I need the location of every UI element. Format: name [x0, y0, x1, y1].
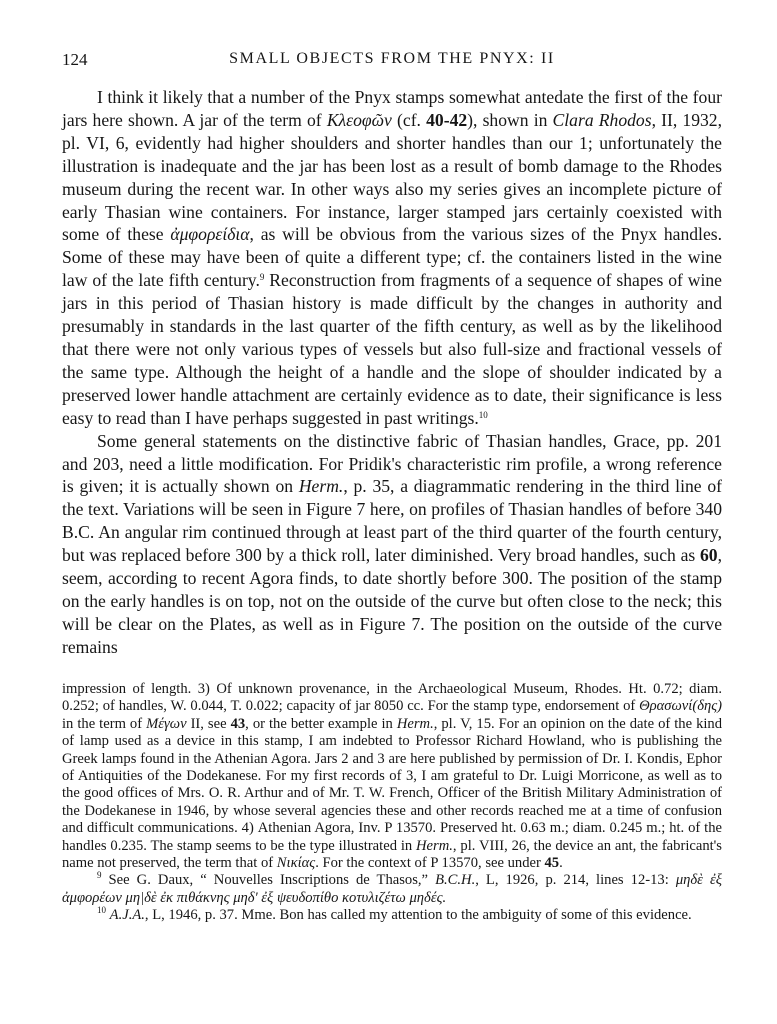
paragraph-2: [62, 430, 722, 659]
page-number: 124: [62, 50, 88, 69]
footnotes: [62, 681, 722, 925]
catalogue-ref: 60: [700, 545, 718, 566]
greek-term: Μέγων: [146, 715, 187, 732]
journal-title: Clara Rhodos: [552, 109, 652, 130]
text-run: , L, 1926, p. 214, lines 12-13:: [475, 872, 676, 889]
footnote-ref[interactable]: 9: [259, 272, 265, 283]
footnote-continuation: [62, 681, 722, 872]
text-run: , or the better example in: [245, 715, 397, 732]
text-run: .: [559, 855, 563, 872]
text-run: (cf.: [391, 109, 427, 130]
text-run: Reconstruction from fragments of a sequence of shapes of wine jars in this period of Thasian history is made difficult by the changes in authority and presumably in standards in the last quarter of the fifth century, as well as by the likelihood that there were not only various types of vessels but also full-size and fractional vessels of the same type. Although the height of a handle and the slope of shoulder indicated by a preserved lower handle attachment are certainly evidence as to date, their significance is less easy to read than I have perhaps suggested in past writings.: [62, 270, 722, 428]
text-run: , p. 35, a diagrammatic rendering in the third line of the text. Variations will be seen in Figure 7 here, on profiles of Thasian handles of before 340: [62, 476, 722, 520]
catalogue-ref: 45: [544, 855, 560, 872]
text-run: in the term of: [62, 715, 147, 732]
journal-title: Herm.: [396, 715, 434, 732]
journal-title: B.C.H.: [435, 872, 476, 889]
greek-quotation: μηδὲ ἐξ ἀμφορέων μη|δὲ ἐκ πιθάκνης μηδ' ἐξ ψευδοπίθο κοτυλιζέτω μηδές.: [62, 872, 722, 906]
text-run: . For the context of P 13570, see under: [315, 855, 545, 872]
text-run: , pl. VIII, 26, the device an ant, the fabricant's name not preserved, the term that of: [62, 837, 722, 872]
text-run: impression of length. 3) Of unknown provenance, in the Archaeological Museum, Rhodes. Ht. 0.72; diam. 0.252; of handles, W. 0.044, T. 0.022; capacity of jar 8050 cc. For the stamp type, endorsement of: [62, 681, 722, 715]
text-run: See G. Daux, “ Nouvelles Inscriptions de Thasos,”: [101, 872, 436, 889]
text-run: An angular rim continued through at least part of the third quarter of the fourth century, but was replaced before 300 by a thick roll, later diminished. Very broad handles, such as: [62, 522, 722, 566]
text-run: , II, 1932, pl. VI, 6, evidently had higher shoulders and shorter handles than our 1; unfortunately the illustration is inadequate and the jar has been lost as a result of bomb damage to the Rhodes museum during the recent war. In other ways also my series gives an incomplete picture of early Thasian wine containers. For instance, larger stamped jars certainly coexisted with some of these: [62, 109, 722, 245]
paragraph-1: [62, 86, 722, 430]
footnote-9: [62, 872, 722, 907]
journal-title: A.J.A.: [109, 907, 145, 924]
greek-term: ἀμφορείδια: [170, 224, 250, 245]
small-caps-text: B.C.: [62, 522, 95, 543]
text-run: II, see: [186, 715, 231, 732]
body-text: [62, 86, 722, 659]
footnote-10: [62, 907, 722, 924]
greek-term: Θρασωνί(δης): [639, 698, 722, 715]
text-run: ), shown in: [467, 109, 553, 130]
text-run: , L, 1946, p. 37. Mme. Bon has called my attention to the ambiguity of some of this evidence.: [144, 907, 692, 924]
page-header: [62, 50, 722, 74]
journal-title: Herm.: [298, 476, 344, 497]
running-head: SMALL OBJECTS FROM THE PNYX: II: [229, 50, 555, 67]
greek-term: Κλεοφῶν: [326, 109, 392, 130]
text-run: Some general statements on the distinctive fabric of Thasian handles, Grace, pp. 201 and 203, need a little modification. For Pridik's characteristic rim profile, a wrong reference is given; it is actually shown on: [62, 430, 722, 497]
text-run: , pl. V, 15. For an opinion on the date of the kind of lamp used as a device in this stamp, I am indebted to Professor Richard Howland, who is publishing the Greek lamps found in the Athenian Agora. Jars 2 and 3 are here published by permission of Dr. I. Kondis, Ephor of Antiquities of the Dodekanese. For my first records of 3, I am grateful to Dr. Luigi Morricone, as well as to the good offices of Mrs. O. R. Arthur and of Mr. T. W. French, Officer of the British Military Administration of the Dodekanese in 1946, by whose several agencies these and other records reached me at a time of confusion and difficult communications. 4) Athenian Agora, Inv. P 13570. Preserved ht. 0.63 m.; diam. 0.245 m.; ht. of the handles 0.235. The stamp seems to be the type illustrated in: [62, 715, 723, 854]
greek-term: Νικίας: [276, 855, 316, 872]
catalogue-ref: 40-42: [426, 109, 468, 130]
text-run: I think it likely that a number of the Pnyx stamps somewhat antedate the first of the four jars here shown. A jar of the term of: [62, 87, 722, 130]
footnote-number: 10: [97, 905, 106, 916]
text-run: , seem, according to recent Agora finds, to date shortly before 300. The position of the stamp on the early handles is on top, not on the outside of the curve but often close to the neck; this will be clear on the Plates, as well as in Figure 7. The position on the outside of the curve remains: [62, 545, 722, 657]
footnote-number: 9: [97, 870, 102, 881]
footnote-ref[interactable]: 10: [478, 409, 488, 420]
journal-title: Herm.: [416, 837, 453, 854]
catalogue-ref: 43: [230, 715, 246, 732]
text-run: , as will be obvious from the various sizes of the Pnyx handles. Some of these may have been of quite a different type; cf. the containers listed in the wine law of the late fifth century.: [62, 224, 722, 291]
